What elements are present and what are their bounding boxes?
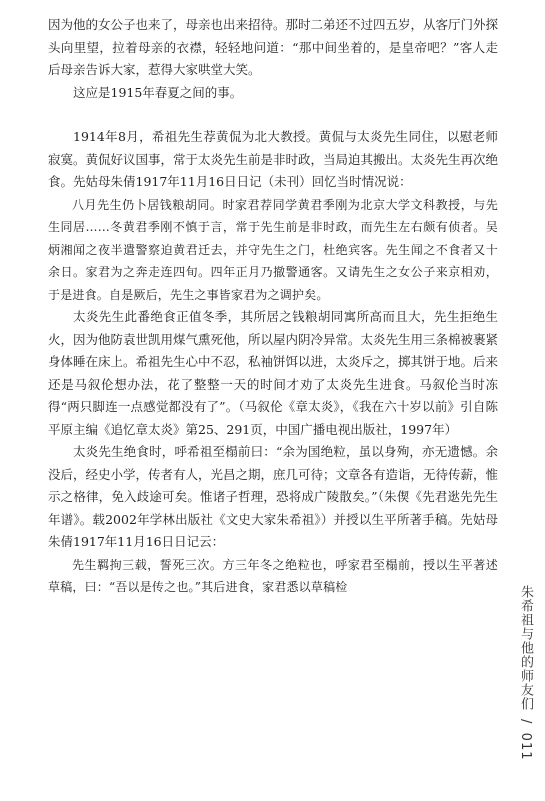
title-separator: / [518,719,533,725]
paragraph-gap [48,104,498,126]
paragraph-5: 太炎先生绝食时，呼希祖至榻前曰：“余为国绝粒，虽以身殉，亦无遗憾。余没后，经史小学，传者有人，光昌之期，庶几可待；文章各有造诣，无待传薪，惟示之格律，免入歧途可矣。惟诸子哲理，恐将成广陵散矣。”（朱偰《先君逖先先生年谱》。载2002年学林出版社《文史大家朱希祖》）并授以生平所著手稿。先姑母朱倩1917年11月16日日记云： [48,444,499,549]
paragraph-4: 太炎先生此番绝食正值冬季，其所居之钱粮胡同寓所高而且大，先生拒绝生火，因为他防袁世凯用煤气熏死他，所以屋内阴冷异常。太炎先生用三条棉被裹紧身体睡在床上。希祖先生心中不忍，私袖饼饵以进，太炎斥之，掷其饼于地。后来还是马叙伦想办法，花了整整一天的时间才劝了太炎先生进食。马叙伦当时冻得“两只脚连一点感觉都没有了”。（马叙伦《章太炎》，《我在六十岁以前》引自陈平原主编《追忆章太炎》第25、291页，中国广播电视出版社，1997年） [48,309,499,437]
body-text [48,14,498,599]
quote-paragraph-1: 八月先生仍卜居钱粮胡同。时家君荐同学黄君季刚为北京大学文科教授，与先生同居……冬黄君季刚不慎于言，常于先生前是非时政，而先生左右颇有侦者。吴炳湘闻之夜半遣警察迫黄君迁去，并守先生之门，杜绝宾客。先生闻之不食者又十余日。家君为之奔走连四旬。四年正月乃撤警通客。又请先生之女公子来京相劝，于是进食。自是厥后，先生之事皆家君为之调护矣。 [48,197,498,302]
paragraph-3: 1914年8月，希祖先生荐黄侃为北大教授。黄侃与太炎先生同住，以慰老师寂寞。黄侃好议国事，常于太炎先生前是非时政，当局迫其搬出。太炎先生再次绝食。先姑母朱倩1917年11月16日日记（未刊）回忆当时情况说： [48,129,499,189]
page-number: 011 [518,732,533,761]
book-title: 朱希祖与他的师友们 [518,585,533,711]
paragraph-1: 因为他的女公子也来了，母亲也出来招待。那时二弟还不过四五岁，从客厅门外探头向里望，拉着母亲的衣襟，轻轻地问道：“那中间坐着的，是皇帝吧？”客人走后母亲告诉大家，惹得大家哄堂大笑。 [48,17,499,77]
quote-paragraph-2: 先生羁拘三载，誓死三次。方三年冬之绝粒也，呼家君至榻前，授以生平著述草稿，曰：“吾以是传之也。”其后进食，家君悉以草稿检 [48,557,498,594]
paragraph-2: 这应是1915年春夏之间的事。 [73,84,243,100]
running-header [516,585,535,761]
